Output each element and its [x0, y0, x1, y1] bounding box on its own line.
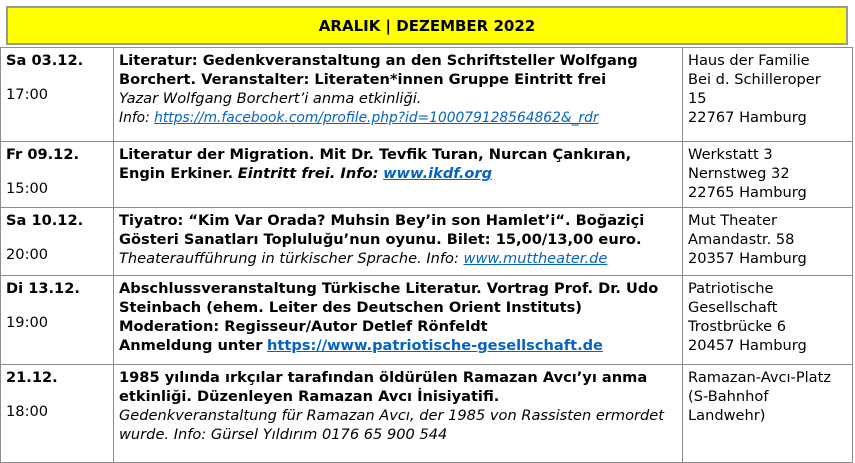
events-table — [0, 47, 853, 463]
place-line: 15 — [688, 90, 707, 107]
description-cell — [114, 276, 683, 365]
event-time: 17:00 — [6, 86, 49, 103]
event-date: 21.12. — [6, 369, 58, 386]
table-row — [1, 276, 853, 365]
event-time: 18:00 — [6, 403, 49, 420]
event-subtitle: Yazar Wolfgang Borchert’i anma etkinliği. — [119, 90, 422, 107]
event-subtitle: Theateraufführung in türkischer Sprache. Info: — [119, 250, 459, 267]
event-date: Fr 09.12. — [6, 146, 80, 163]
table-row — [1, 142, 853, 208]
event-title: Tiyatro: “Kim Var Orada? Muhsin Bey’in son Hamlet’i“. Boğaziçi Gösteri Sanatları Topluluğu’nun oyunu. Bilet: 15,00/13,00 euro. — [119, 212, 645, 248]
place-line: Trostbrücke 6 — [688, 318, 787, 335]
description-cell — [114, 142, 683, 208]
info-label: Info: — [119, 110, 150, 126]
event-title: 1985 yılında ırkçılar tarafından öldürülen Ramazan Avcı’yı anma etkinliği. Düzenleyen Ramazan Avcı İnisiyatifi. — [119, 369, 648, 405]
ikdf-link[interactable]: www.ikdf.org — [383, 165, 493, 182]
place-line: Haus der Familie — [688, 52, 810, 69]
event-time: 20:00 — [6, 246, 49, 263]
event-title: Literatur der Migration. Mit Dr. Tevfik Turan, Nurcan Çankıran, Engin Erkiner. — [119, 146, 632, 182]
place-line: Patriotische — [688, 280, 774, 297]
event-date: Di 13.12. — [6, 280, 80, 297]
patriotische-link[interactable]: https://www.patriotische-gesellschaft.de — [267, 337, 603, 354]
date-cell — [1, 276, 114, 365]
place-line: Mut Theater — [688, 212, 777, 229]
facebook-link[interactable]: https://m.facebook.com/profile.php?id=100079128564862&_rdr — [154, 110, 599, 126]
place-line: Gesellschaft — [688, 299, 778, 316]
place-cell — [683, 276, 853, 365]
place-cell — [683, 48, 853, 142]
event-title: Literatur: Gedenkveranstaltung an den Schriftsteller Wolfgang Borchert. Veranstalter: Literaten*innen Gruppe Eintritt frei — [119, 52, 638, 88]
place-line: Landwehr) — [688, 407, 766, 424]
description-cell — [114, 365, 683, 463]
description-cell — [114, 208, 683, 276]
event-title-italic: Eintritt frei. Info: — [237, 165, 379, 182]
place-line: Werkstatt 3 — [688, 146, 773, 163]
place-line: 22767 Hamburg — [688, 109, 807, 126]
description-cell — [114, 48, 683, 142]
table-row — [1, 365, 853, 463]
event-title: Abschlussveranstaltung Türkische Literatur. Vortrag Prof. Dr. Udo Steinbach (ehem. Leiter des Deutschen Orient Instituts) Moderation: Regisseur/Autor Detlef Rönfeldt — [119, 280, 659, 335]
place-cell — [683, 208, 853, 276]
muttheater-link[interactable]: www.muttheater.de — [463, 250, 608, 267]
place-line: Amandastr. 58 — [688, 231, 795, 248]
place-cell — [683, 142, 853, 208]
place-line: 20457 Hamburg — [688, 337, 807, 354]
place-cell — [683, 365, 853, 463]
date-cell — [1, 208, 114, 276]
event-subtitle: Gedenkveranstaltung für Ramazan Avcı, der 1985 von Rassisten ermordet wurde. Info: Gürsel Yıldırım 0176 65 900 544 — [119, 407, 664, 443]
place-line: 20357 Hamburg — [688, 250, 807, 267]
table-row — [1, 208, 853, 276]
place-line: Nernstweg 32 — [688, 165, 790, 182]
place-line: 22765 Hamburg — [688, 184, 807, 201]
place-line: (S-Bahnhof — [688, 388, 769, 405]
date-cell — [1, 142, 114, 208]
place-line: Bei d. Schilleroper — [688, 71, 821, 88]
event-time: 15:00 — [6, 180, 49, 197]
date-cell — [1, 48, 114, 142]
event-time: 19:00 — [6, 314, 49, 331]
event-date: Sa 10.12. — [6, 212, 84, 229]
registration-label: Anmeldung unter — [119, 337, 263, 354]
date-cell — [1, 365, 114, 463]
table-row — [1, 48, 853, 142]
month-header — [6, 6, 848, 45]
place-line: Ramazan-Avcı-Platz — [688, 369, 832, 386]
event-date: Sa 03.12. — [6, 52, 84, 69]
month-title: ARALIK | DEZEMBER 2022 — [318, 16, 536, 35]
